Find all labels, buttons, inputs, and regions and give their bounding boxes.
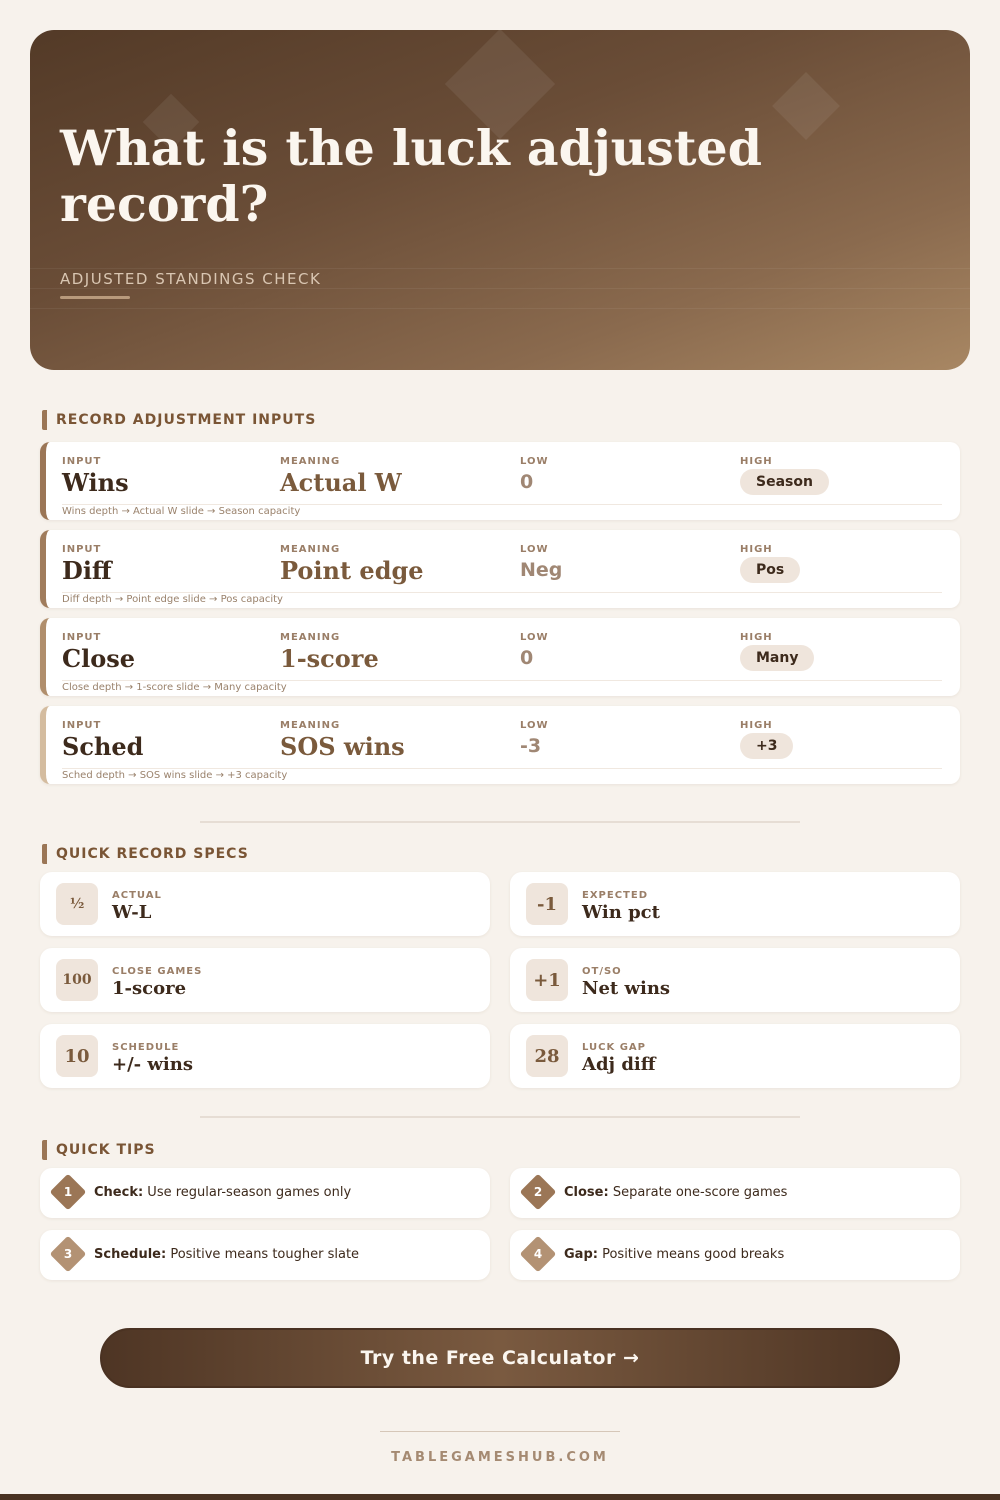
input-high-pill: +3 [740,733,793,759]
col-label-low: LOW [520,544,549,555]
input-high-pill: Season [740,469,829,495]
tip-text [564,1185,787,1200]
col-label-input: INPUT [62,720,102,731]
tip-body: Positive means good breaks [597,1247,785,1262]
section-heading-tips: QUICK TIPS [42,1140,156,1160]
col-label-high: HIGH [740,456,773,467]
spec-badge: -1 [526,883,568,925]
input-note: Diff depth → Point edge slide → Pos capacity [62,594,283,605]
spec-value: W-L [112,902,152,923]
tip-number: 1 [63,1185,73,1199]
spec-value: 1-score [112,978,187,999]
input-name: Diff [62,556,112,585]
section-separator [200,821,800,823]
col-label-meaning: MEANING [280,456,341,467]
tip-text [564,1247,784,1262]
subtitle-underline [60,296,130,299]
spec-value: Net wins [582,978,671,999]
col-label-low: LOW [520,720,549,731]
spec-badge: +1 [526,959,568,1001]
tip-number: 4 [533,1247,543,1261]
spec-label: OT/SO [582,966,622,977]
spec-badge: ½ [56,883,98,925]
spec-label: CLOSE GAMES [112,966,203,977]
input-row-diff [40,530,960,608]
tip-card-3 [40,1230,490,1280]
spec-card-ot-so [510,948,960,1012]
tip-body: Separate one-score games [608,1185,788,1200]
spec-label: LUCK GAP [582,1042,646,1053]
col-label-meaning: MEANING [280,632,341,643]
hero-banner [30,30,970,370]
input-meaning: Actual W [280,468,402,497]
col-label-meaning: MEANING [280,720,341,731]
decorative-line [30,268,970,269]
col-label-meaning: MEANING [280,544,341,555]
row-divider [62,504,942,505]
input-meaning: SOS wins [280,732,405,761]
input-high-pill: Pos [740,557,800,583]
tip-card-4 [510,1230,960,1280]
spec-value: +/- wins [112,1054,193,1075]
tip-body: Use regular-season games only [143,1185,352,1200]
row-divider [62,768,942,769]
spec-card-expected [510,872,960,936]
row-divider [62,592,942,593]
tip-text [94,1247,359,1262]
input-low: 0 [520,471,534,493]
input-row-sched [40,706,960,784]
tip-text [94,1185,351,1200]
spec-card-schedule [40,1024,490,1088]
input-note: Wins depth → Actual W slide → Season capacity [62,506,301,517]
spec-label: ACTUAL [112,890,162,901]
tip-number: 2 [533,1185,543,1199]
col-label-input: INPUT [62,632,102,643]
col-label-high: HIGH [740,632,773,643]
try-calculator-button[interactable]: Try the Free Calculator → [100,1328,900,1388]
tip-key: Check: [94,1185,144,1200]
spec-card-close-games [40,948,490,1012]
section-heading-inputs: RECORD ADJUSTMENT INPUTS [42,410,316,430]
tip-key: Gap: [564,1247,598,1262]
page-title: What is the luck adjusted record? [60,119,762,233]
spec-card-luck-gap [510,1024,960,1088]
footer-divider [380,1431,620,1432]
input-name: Close [62,644,136,673]
tip-key: Schedule: [94,1247,167,1262]
decorative-line [30,288,970,289]
input-low: Neg [520,559,563,581]
input-high-pill: Many [740,645,814,671]
spec-badge: 100 [56,959,98,1001]
footer-site-link[interactable]: TABLEGAMESHUB.COM [391,1450,609,1465]
input-meaning: Point edge [280,556,424,585]
input-meaning: 1-score [280,644,379,673]
spec-value: Win pct [582,902,660,923]
col-label-low: LOW [520,456,549,467]
row-divider [62,680,942,681]
tip-card-1 [40,1168,490,1218]
tip-number: 3 [63,1247,73,1261]
input-name: Sched [62,732,144,761]
col-label-high: HIGH [740,720,773,731]
spec-card-actual [40,872,490,936]
page-subtitle: ADJUSTED STANDINGS CHECK [60,270,322,288]
input-name: Wins [62,468,129,497]
spec-label: SCHEDULE [112,1042,180,1053]
col-label-input: INPUT [62,544,102,555]
bottom-bar [0,1494,1000,1500]
section-separator [200,1116,800,1118]
input-note: Sched depth → SOS wins slide → +3 capacity [62,770,288,781]
input-note: Close depth → 1-score slide → Many capacity [62,682,287,693]
input-row-wins [40,442,960,520]
spec-label: EXPECTED [582,890,648,901]
tip-card-2 [510,1168,960,1218]
spec-value: Adj diff [582,1054,656,1075]
decorative-line [30,308,970,309]
tip-body: Positive means tougher slate [166,1247,360,1262]
input-row-close [40,618,960,696]
col-label-input: INPUT [62,456,102,467]
col-label-low: LOW [520,632,549,643]
spec-badge: 28 [526,1035,568,1077]
input-low: -3 [520,735,542,757]
input-low: 0 [520,647,534,669]
tip-key: Close: [564,1185,609,1200]
section-heading-specs: QUICK RECORD SPECS [42,844,249,864]
col-label-high: HIGH [740,544,773,555]
spec-badge: 10 [56,1035,98,1077]
